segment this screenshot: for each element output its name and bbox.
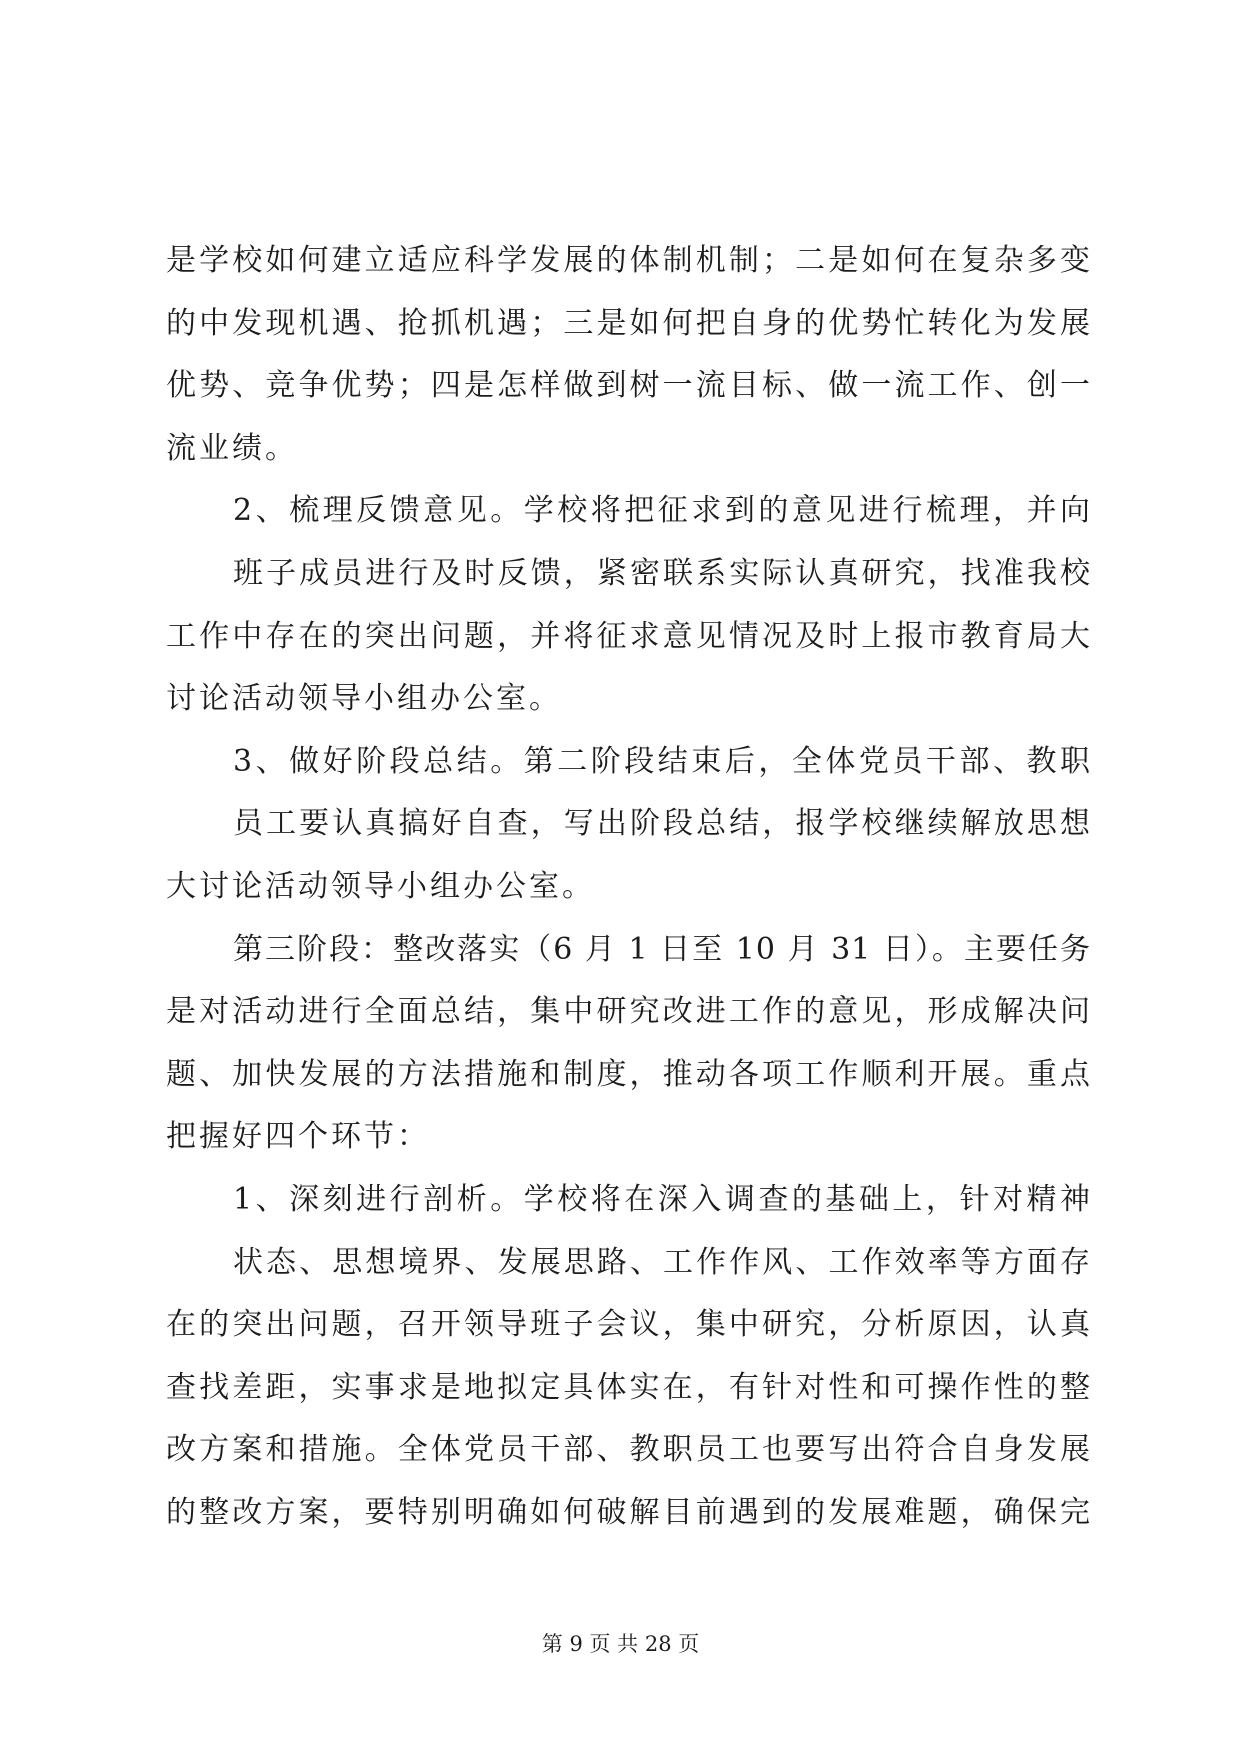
body-line: 改方案和措施。全体党员干部、教职员工也要写出符合自身发展 bbox=[166, 1432, 1091, 1468]
body-line: 是对活动进行全面总结，集中研究改进工作的意见，形成解决问 bbox=[166, 994, 1091, 1030]
body-line: 是学校如何建立适应科学发展的体制机制；二是如何在复杂多变 bbox=[166, 243, 1091, 278]
body-line: 流业绩。 bbox=[166, 430, 298, 466]
body-line: 在的突出问题，召开领导班子会议，集中研究，分析原因，认真 bbox=[166, 1307, 1091, 1343]
body-line: 2、梳理反馈意见。学校将把征求到的意见进行梳理，并向 bbox=[233, 493, 1091, 529]
body-line: 3、做好阶段总结。第二阶段结束后，全体党员干部、教职 bbox=[233, 743, 1091, 779]
body-line: 状态、思想境界、发展思路、工作作风、工作效率等方面存 bbox=[233, 1244, 1091, 1280]
body-line: 员工要认真搞好自查，写出阶段总结，报学校继续解放思想 bbox=[233, 806, 1091, 842]
document-body bbox=[166, 230, 1091, 1544]
body-line: 把握好四个环节： bbox=[166, 1119, 430, 1155]
body-line: 大讨论活动领导小组办公室。 bbox=[166, 868, 595, 904]
body-line: 题、加快发展的方法措施和制度，推动各项工作顺利开展。重点 bbox=[166, 1056, 1091, 1092]
page-footer: 第 9 页 共 28 页 bbox=[541, 1632, 700, 1656]
body-line: 优势、竞争优势；四是怎样做到树一流目标、做一流工作、创一 bbox=[166, 368, 1091, 404]
body-line: 班子成员进行及时反馈，紧密联系实际认真研究，找准我校 bbox=[233, 555, 1091, 591]
body-line: 1、深刻进行剖析。学校将在深入调查的基础上，针对精神 bbox=[233, 1181, 1091, 1217]
body-line: 查找差距，实事求是地拟定具体实在，有针对性和可操作性的整 bbox=[166, 1369, 1091, 1405]
body-line: 的中发现机遇、抢抓机遇；三是如何把自身的优势忙转化为发展 bbox=[166, 305, 1091, 341]
body-line: 工作中存在的突出问题，并将征求意见情况及时上报市教育局大 bbox=[166, 618, 1091, 654]
body-line: 第三阶段：整改落实（6 月 1 日至 10 月 31 日）。主要任务 bbox=[233, 931, 1091, 967]
body-line: 讨论活动领导小组办公室。 bbox=[166, 681, 562, 717]
body-line: 的整改方案，要特别明确如何破解目前遇到的发展难题，确保完 bbox=[166, 1494, 1091, 1530]
